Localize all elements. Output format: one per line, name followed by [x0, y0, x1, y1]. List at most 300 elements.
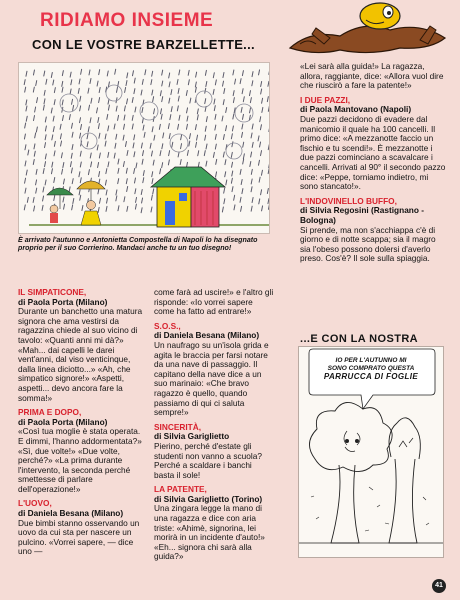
raindrop	[153, 160, 154, 165]
raindrop	[152, 172, 153, 177]
raindrop	[62, 116, 63, 121]
raindrop	[142, 159, 143, 164]
raindrop	[143, 171, 144, 176]
raindrop	[70, 89, 71, 94]
page-number: 41	[432, 579, 446, 593]
raindrop	[98, 207, 99, 212]
raindrop	[177, 79, 178, 84]
raindrop	[252, 72, 253, 77]
raindrop	[268, 204, 269, 209]
joke-author: di Paola Porta (Milano)	[18, 416, 108, 427]
raindrop	[89, 105, 90, 110]
raindrop	[144, 132, 145, 137]
raindrop	[136, 163, 137, 168]
raindrop	[241, 107, 242, 112]
raindrop	[197, 109, 198, 114]
raindrop	[268, 145, 269, 150]
raindrop	[35, 107, 36, 112]
raindrop	[153, 189, 154, 194]
raindrop	[82, 205, 83, 210]
raindrop	[232, 162, 233, 167]
raindrop	[151, 151, 152, 156]
raindrop	[159, 124, 160, 129]
raindrop	[152, 127, 153, 132]
raindrop	[225, 160, 226, 165]
raindrop	[106, 190, 107, 195]
raindrop	[108, 99, 109, 104]
raindrop	[268, 169, 269, 174]
joke-author: di Paola Mantovano (Napoli)	[300, 104, 412, 115]
raindrop	[33, 197, 34, 202]
speech-bubble	[311, 353, 431, 393]
raindrop	[97, 81, 98, 86]
raindrop	[232, 126, 233, 131]
drawing-caption: È arrivato l'autunno e Antonietta Compostella di Napoli lo ha disegnato proprio per il suo Corrierino. Mandaci anche tu un tuo disegno!	[18, 236, 258, 253]
raindrop	[251, 179, 252, 184]
raindrop	[250, 108, 251, 113]
raindrop	[26, 170, 27, 175]
raindrop	[72, 99, 73, 104]
raindrop	[198, 162, 199, 167]
raindrop	[126, 179, 127, 184]
joke-text: «Lei sarà alla guida!» La ragazza, allora, raggiante, dice: «Allora vuol dire che riuscirò a fare la patente!»	[300, 61, 444, 91]
raindrop	[24, 205, 25, 210]
raindrop	[269, 126, 270, 131]
raindrop	[169, 73, 170, 78]
raindrop	[223, 152, 224, 157]
raindrop	[252, 124, 253, 129]
raindrop	[133, 143, 134, 148]
raindrop	[25, 87, 26, 92]
joke-title: L'INDOVINELLO BUFFO,	[300, 195, 397, 206]
raindrop	[70, 162, 71, 167]
raindrop	[63, 179, 64, 184]
raindrop	[36, 180, 37, 185]
raindrop	[123, 124, 124, 129]
raindrop	[162, 97, 163, 102]
raindrop	[136, 197, 137, 202]
raindrop	[260, 142, 261, 147]
raindrop	[62, 71, 63, 76]
raindrop	[251, 169, 252, 174]
raindrop	[116, 196, 117, 201]
raindrop	[116, 87, 117, 92]
raindrop	[36, 188, 37, 193]
raindrop	[80, 195, 81, 200]
raindrop	[60, 134, 61, 139]
raindrop	[73, 199, 74, 204]
raindrop	[44, 99, 45, 104]
raindrop	[153, 97, 154, 102]
raindrop	[45, 135, 46, 140]
raindrop	[80, 106, 81, 111]
drawing-art	[19, 63, 270, 234]
raindrop	[269, 133, 270, 138]
raindrop	[268, 106, 269, 111]
raindrop	[142, 198, 143, 203]
joke-title: SINCERITÀ,	[154, 421, 202, 432]
raindrop	[269, 163, 270, 168]
raindrop	[142, 118, 143, 123]
raindrop	[196, 72, 197, 77]
raindrop	[214, 99, 215, 104]
raindrop	[267, 189, 268, 194]
joke-text: come farà ad uscire!» e l'altro gli risponde: «Io vorrei sapere come ha fatto ad entrare!»	[154, 287, 274, 317]
raindrop	[60, 124, 61, 129]
raindrop	[180, 160, 181, 165]
raindrop	[64, 204, 65, 209]
raindrop	[258, 160, 259, 165]
raindrop	[98, 162, 99, 167]
raindrop	[108, 126, 109, 131]
raindrop	[45, 162, 46, 167]
raindrop	[251, 133, 252, 138]
raindrop	[44, 71, 45, 76]
raindrop	[54, 178, 55, 183]
raindrop	[116, 106, 117, 111]
raindrop	[240, 79, 241, 84]
raindrop	[107, 71, 108, 76]
raindrop	[251, 187, 252, 192]
raindrop	[250, 98, 251, 103]
raindrop	[160, 151, 161, 156]
raindrop	[213, 152, 214, 157]
raindrop	[141, 190, 142, 195]
raindrop	[223, 81, 224, 86]
raindrop	[234, 205, 235, 210]
joke-text: Si prende, ma non s'acchiappa c'è di giorno e di notte scappa; sia il magro sia l'obeso possono dolersi d'averlo preso. Cos'è? Il sole sulla spiaggia.	[300, 224, 436, 264]
raindrop	[262, 98, 263, 103]
raindrop	[135, 204, 136, 209]
raindrop	[259, 177, 260, 182]
raindrop	[71, 123, 72, 128]
raindrop	[240, 169, 241, 174]
raindrop	[235, 79, 236, 84]
raindrop	[107, 114, 108, 119]
raindrop	[196, 142, 197, 147]
raindrop	[161, 109, 162, 114]
raindrop	[63, 162, 64, 167]
raindrop	[143, 151, 144, 156]
raindrop	[225, 172, 226, 177]
raindrop	[150, 143, 151, 148]
raindrop	[45, 117, 46, 122]
raindrop	[124, 197, 125, 202]
raindrop	[88, 127, 89, 132]
raindrop	[45, 143, 46, 148]
raindrop	[261, 190, 262, 195]
raindrop	[72, 144, 73, 149]
raindrop	[79, 79, 80, 84]
raindrop	[33, 70, 34, 75]
raindrop	[127, 99, 128, 104]
raindrop	[152, 179, 153, 184]
raindrop	[108, 162, 109, 167]
raindrop	[171, 107, 172, 112]
raindrop	[178, 152, 179, 157]
joke-text: «Così tua moglie è stata operata. E dimmi, l'hanno addormentata?» «Sì, due volte!» «Due volte, perché?» «La prima durante l'intervento, la seconda perché smettesse di parlare dell'operazione!»	[18, 426, 142, 494]
raindrop	[71, 153, 72, 158]
raindrop	[172, 142, 173, 147]
raindrop	[262, 107, 263, 112]
raindrop	[105, 180, 106, 185]
raindrop	[52, 162, 53, 167]
raindrop	[251, 152, 252, 157]
raindrop	[126, 168, 127, 173]
raindrop	[73, 105, 74, 110]
raindrop	[260, 125, 261, 130]
raindrop	[179, 70, 180, 75]
raindrop	[116, 190, 117, 195]
jokes-column-middle	[154, 288, 274, 562]
raindrop	[181, 144, 182, 149]
raindrop	[178, 88, 179, 93]
raindrop	[189, 141, 190, 146]
cartoon-heading: ...E CON LA NOSTRA	[300, 333, 419, 345]
raindrop	[80, 151, 81, 156]
raindrop	[168, 160, 169, 165]
raindrop	[81, 69, 82, 74]
raindrop	[232, 187, 233, 192]
raindrop	[205, 99, 206, 104]
raindrop	[241, 179, 242, 184]
raindrop	[127, 73, 128, 78]
raindrop	[114, 124, 115, 129]
raindrop	[99, 88, 100, 93]
raindrop	[97, 108, 98, 113]
raindrop	[243, 154, 244, 159]
raindrop	[118, 115, 119, 120]
raindrop	[108, 152, 109, 157]
joke-text: Due pazzi decidono di evadere dal manicomio il quale ha 100 cancelli. Il primo dice: «A mezzanotte faccio un fischio e tu scendi!». È mezzanotte i due pazzi cominciano a scavalcare i cancelli. Arrivati al 90° il secondo pazzo dice: «Peppe, torniamo indietro, mi sono stancato!».	[300, 113, 446, 192]
joke-title: L'UOVO,	[18, 498, 52, 509]
raindrop	[25, 145, 26, 150]
raindrop	[213, 73, 214, 78]
raindrop	[151, 80, 152, 85]
raindrop	[35, 133, 36, 138]
raindrop	[205, 70, 206, 75]
raindrop	[223, 100, 224, 105]
raindrop	[98, 189, 99, 194]
raindrop	[242, 89, 243, 94]
raindrop	[132, 115, 133, 120]
raindrop	[205, 126, 206, 131]
raindrop	[224, 199, 225, 204]
joke-author: di Silvia Regosini (Rastignano - Bologna)	[300, 205, 425, 225]
raindrop	[250, 161, 251, 166]
raindrop	[187, 108, 188, 113]
raindrop	[80, 133, 81, 138]
raindrop	[125, 87, 126, 92]
raindrop	[213, 89, 214, 94]
joke-author: di Silvia Gariglietto	[154, 431, 230, 442]
raindrop	[232, 171, 233, 176]
raindrop	[37, 98, 38, 103]
raindrop	[127, 150, 128, 155]
raindrop	[252, 198, 253, 203]
raindrop	[216, 172, 217, 177]
raindrop	[132, 124, 133, 129]
raindrop	[226, 126, 227, 131]
raindrop	[125, 141, 126, 146]
raindrop	[232, 142, 233, 147]
raindrop	[162, 70, 163, 75]
raindrop	[123, 135, 124, 140]
raindrop	[44, 90, 45, 95]
raindrop	[99, 198, 100, 203]
raindrop	[34, 144, 35, 149]
raindrop	[178, 124, 179, 129]
joke-title: IL SIMPATICONE,	[18, 287, 87, 297]
raindrop	[163, 133, 164, 138]
raindrop	[45, 154, 46, 159]
raindrop	[115, 69, 116, 74]
raindrop	[223, 135, 224, 140]
raindrop	[226, 180, 227, 185]
raindrop	[87, 134, 88, 139]
raindrop	[181, 135, 182, 140]
raindrop	[72, 205, 73, 210]
raindrop	[34, 151, 35, 156]
raindrop	[62, 81, 63, 86]
raindrop	[54, 195, 55, 200]
raindrop	[71, 168, 72, 173]
raindrop	[91, 98, 92, 103]
raindrop	[152, 71, 153, 76]
raindrop	[160, 91, 161, 96]
raindrop	[51, 108, 52, 113]
raindrop	[231, 152, 232, 157]
raindrop	[178, 96, 179, 101]
jokes-column-right	[300, 62, 446, 264]
raindrop	[79, 172, 80, 177]
raindrop	[170, 115, 171, 120]
raindrop	[151, 207, 152, 212]
raindrop	[233, 114, 234, 119]
raindrop	[33, 87, 34, 92]
raindrop	[54, 100, 55, 105]
raindrop	[46, 79, 47, 84]
raindrop	[25, 188, 26, 193]
raindrop	[62, 100, 63, 105]
raindrop	[28, 150, 29, 155]
raindrop	[205, 135, 206, 140]
joke-author: di Silvia Gariglietto (Torino)	[154, 493, 263, 504]
raindrop	[240, 197, 241, 202]
raindrop	[195, 87, 196, 92]
raindrop	[259, 70, 260, 75]
mascot-illustration	[270, 0, 460, 60]
raindrop	[204, 151, 205, 156]
raindrop	[27, 197, 28, 202]
raindrop	[141, 208, 142, 213]
raindrop	[222, 207, 223, 212]
raindrop	[106, 169, 107, 174]
raindrop	[231, 178, 232, 183]
raindrop	[195, 125, 196, 130]
raindrop	[97, 145, 98, 150]
raindrop	[87, 142, 88, 147]
bubble-line: SONO COMPRATO QUESTA	[327, 365, 415, 372]
joke-author: di Daniela Besana (Milano)	[18, 508, 124, 519]
raindrop	[260, 117, 261, 122]
raindrop	[161, 114, 162, 119]
raindrop	[79, 190, 80, 195]
raindrop	[177, 106, 178, 111]
raindrop	[24, 80, 25, 85]
raindrop	[267, 97, 268, 102]
raindrop	[80, 162, 81, 167]
raindrop	[186, 91, 187, 96]
raindrop	[72, 132, 73, 137]
raindrop	[52, 135, 53, 140]
raindrop	[206, 81, 207, 86]
raindrop	[62, 169, 63, 174]
raindrop	[216, 159, 217, 164]
raindrop	[54, 88, 55, 93]
raindrop	[197, 115, 198, 120]
raindrop	[189, 134, 190, 139]
raindrop	[187, 150, 188, 155]
raindrop	[190, 98, 191, 103]
raindrop	[99, 171, 100, 176]
raindrop	[141, 90, 142, 95]
raindrop	[69, 187, 70, 192]
raindrop	[134, 178, 135, 183]
raindrop	[134, 168, 135, 173]
joke-title: I DUE PAZZI,	[300, 94, 351, 105]
joke-text: Due bimbi stanno osservando un uovo da cui sta per nascere un pulcino. «Vorrei sapere, — dice uno —	[18, 517, 140, 557]
raindrop	[45, 180, 46, 185]
raindrop	[88, 170, 89, 175]
raindrop	[143, 178, 144, 183]
raindrop	[187, 116, 188, 121]
raindrop	[160, 169, 161, 174]
raindrop	[134, 78, 135, 83]
raindrop	[224, 188, 225, 193]
raindrop	[91, 162, 92, 167]
raindrop	[188, 70, 189, 75]
raindrop	[142, 79, 143, 84]
raindrop	[61, 141, 62, 146]
raindrop	[118, 159, 119, 164]
raindrop	[107, 198, 108, 203]
raindrop	[69, 115, 70, 120]
raindrop	[26, 106, 27, 111]
raindrop	[105, 134, 106, 139]
tree-cartoon	[298, 346, 444, 558]
raindrop	[215, 80, 216, 85]
raindrop	[106, 206, 107, 211]
raindrop	[53, 127, 54, 132]
raindrop	[80, 96, 81, 101]
raindrop	[80, 118, 81, 123]
raindrop	[152, 90, 153, 95]
raindrop	[268, 81, 269, 86]
raindrop	[195, 82, 196, 87]
raindrop	[233, 70, 234, 75]
raindrop	[206, 117, 207, 122]
raindrop	[127, 206, 128, 211]
joke-title: S.O.S.,	[154, 320, 181, 331]
joke-author: di Paola Porta (Milano)	[18, 296, 108, 307]
raindrop	[42, 205, 43, 210]
raindrop	[241, 206, 242, 211]
raindrop	[224, 89, 225, 94]
raindrop	[141, 143, 142, 148]
raindrop	[168, 124, 169, 129]
raindrop	[89, 70, 90, 75]
